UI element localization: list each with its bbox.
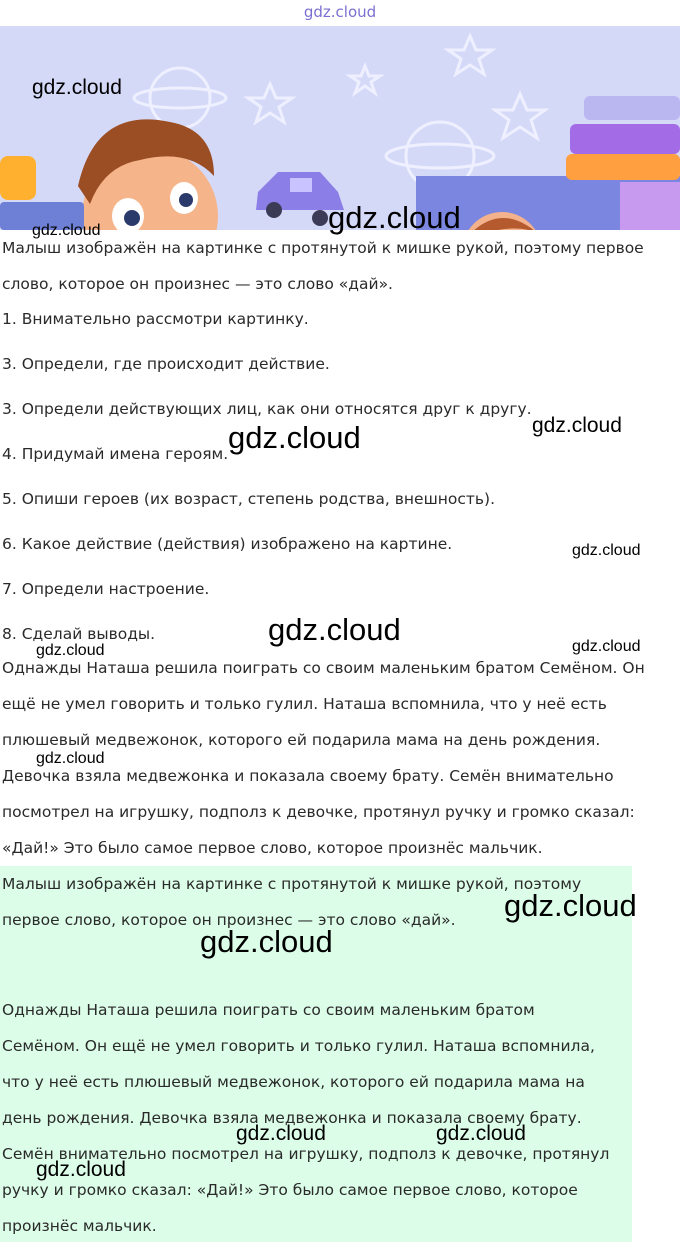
watermark: gdz.cloud <box>32 76 122 99</box>
watermark: gdz.cloud <box>436 1122 526 1145</box>
answer-story-line: Однажды Наташа решила поиграть со своим маленьким братом <box>2 1001 535 1019</box>
step-item: 1. Внимательно рассмотри картинку. <box>2 310 309 328</box>
answer-story-line: день рождения. Девочка взяла медвежонка и показала своему брату. <box>2 1109 582 1127</box>
step-item: 5. Опиши героев (их возраст, степень родства, внешность). <box>2 490 496 508</box>
story-line: «Дай!» Это было самое первое слово, которое произнёс мальчик. <box>2 839 543 857</box>
step-item: 4. Придумай имена героям. <box>2 445 229 463</box>
watermark: gdz.cloud <box>236 1122 326 1145</box>
watermark: gdz.cloud <box>36 1158 126 1181</box>
answer-story-line: Семён внимательно посмотрел на игрушку, подполз к девочке, протянул <box>2 1145 610 1163</box>
answer-intro-line: Малыш изображён на картинке с протянутой к мишке рукой, поэтому <box>2 875 582 893</box>
watermark: gdz.cloud <box>268 612 401 647</box>
watermark: gdz.cloud <box>572 542 641 559</box>
step-item: 3. Определи, где происходит действие. <box>2 355 330 373</box>
answer-story-line: что у неё есть плюшевый медвежонок, которого ей подарила мама на <box>2 1073 585 1091</box>
intro-line: Малыш изображён на картинке с протянутой к мишке рукой, поэтому первое <box>2 239 644 257</box>
story-line: Девочка взяла медвежонка и показала своему брату. Семён внимательно <box>2 767 614 785</box>
story-line: посмотрел на игрушку, подполз к девочке, протянул ручку и громко сказал: <box>2 803 635 821</box>
step-item: 7. Определи настроение. <box>2 580 210 598</box>
watermark: gdz.cloud <box>328 200 461 235</box>
watermark: gdz.cloud <box>504 888 637 923</box>
watermark: gdz.cloud <box>36 750 105 767</box>
answer-story-line: произнёс мальчик. <box>2 1217 157 1235</box>
answer-story-line: Семёном. Он ещё не умел говорить и только гулил. Наташа вспомнила, <box>2 1037 595 1055</box>
watermark: gdz.cloud <box>532 414 622 437</box>
site-logo[interactable]: gdz.cloud <box>303 3 377 21</box>
step-item: 3. Определи действующих лиц, как они относятся друг к другу. <box>2 400 532 418</box>
watermark: gdz.cloud <box>36 642 105 659</box>
step-item: 8. Сделай выводы. <box>2 625 156 643</box>
watermark: gdz.cloud <box>228 420 361 455</box>
step-item: 6. Какое действие (действия) изображено на картине. <box>2 535 453 553</box>
watermark: gdz.cloud <box>572 638 641 655</box>
watermark: gdz.cloud <box>200 924 333 959</box>
story-line: ещё не умел говорить и только гулил. Наташа вспомнила, что у неё есть <box>2 695 607 713</box>
story-line: Однажды Наташа решила поиграть со своим маленьким братом Семёном. Он <box>2 659 645 677</box>
watermark: gdz.cloud <box>32 222 101 239</box>
story-line: плюшевый медвежонок, которого ей подарила мама на день рождения. <box>2 731 601 749</box>
intro-line: слово, которое он произнес — это слово «дай». <box>2 275 393 293</box>
answer-story-line: ручку и громко сказал: «Дай!» Это было самое первое слово, которое <box>2 1181 578 1199</box>
answer-intro-line: первое слово, которое он произнес — это слово «дай». <box>2 911 456 929</box>
